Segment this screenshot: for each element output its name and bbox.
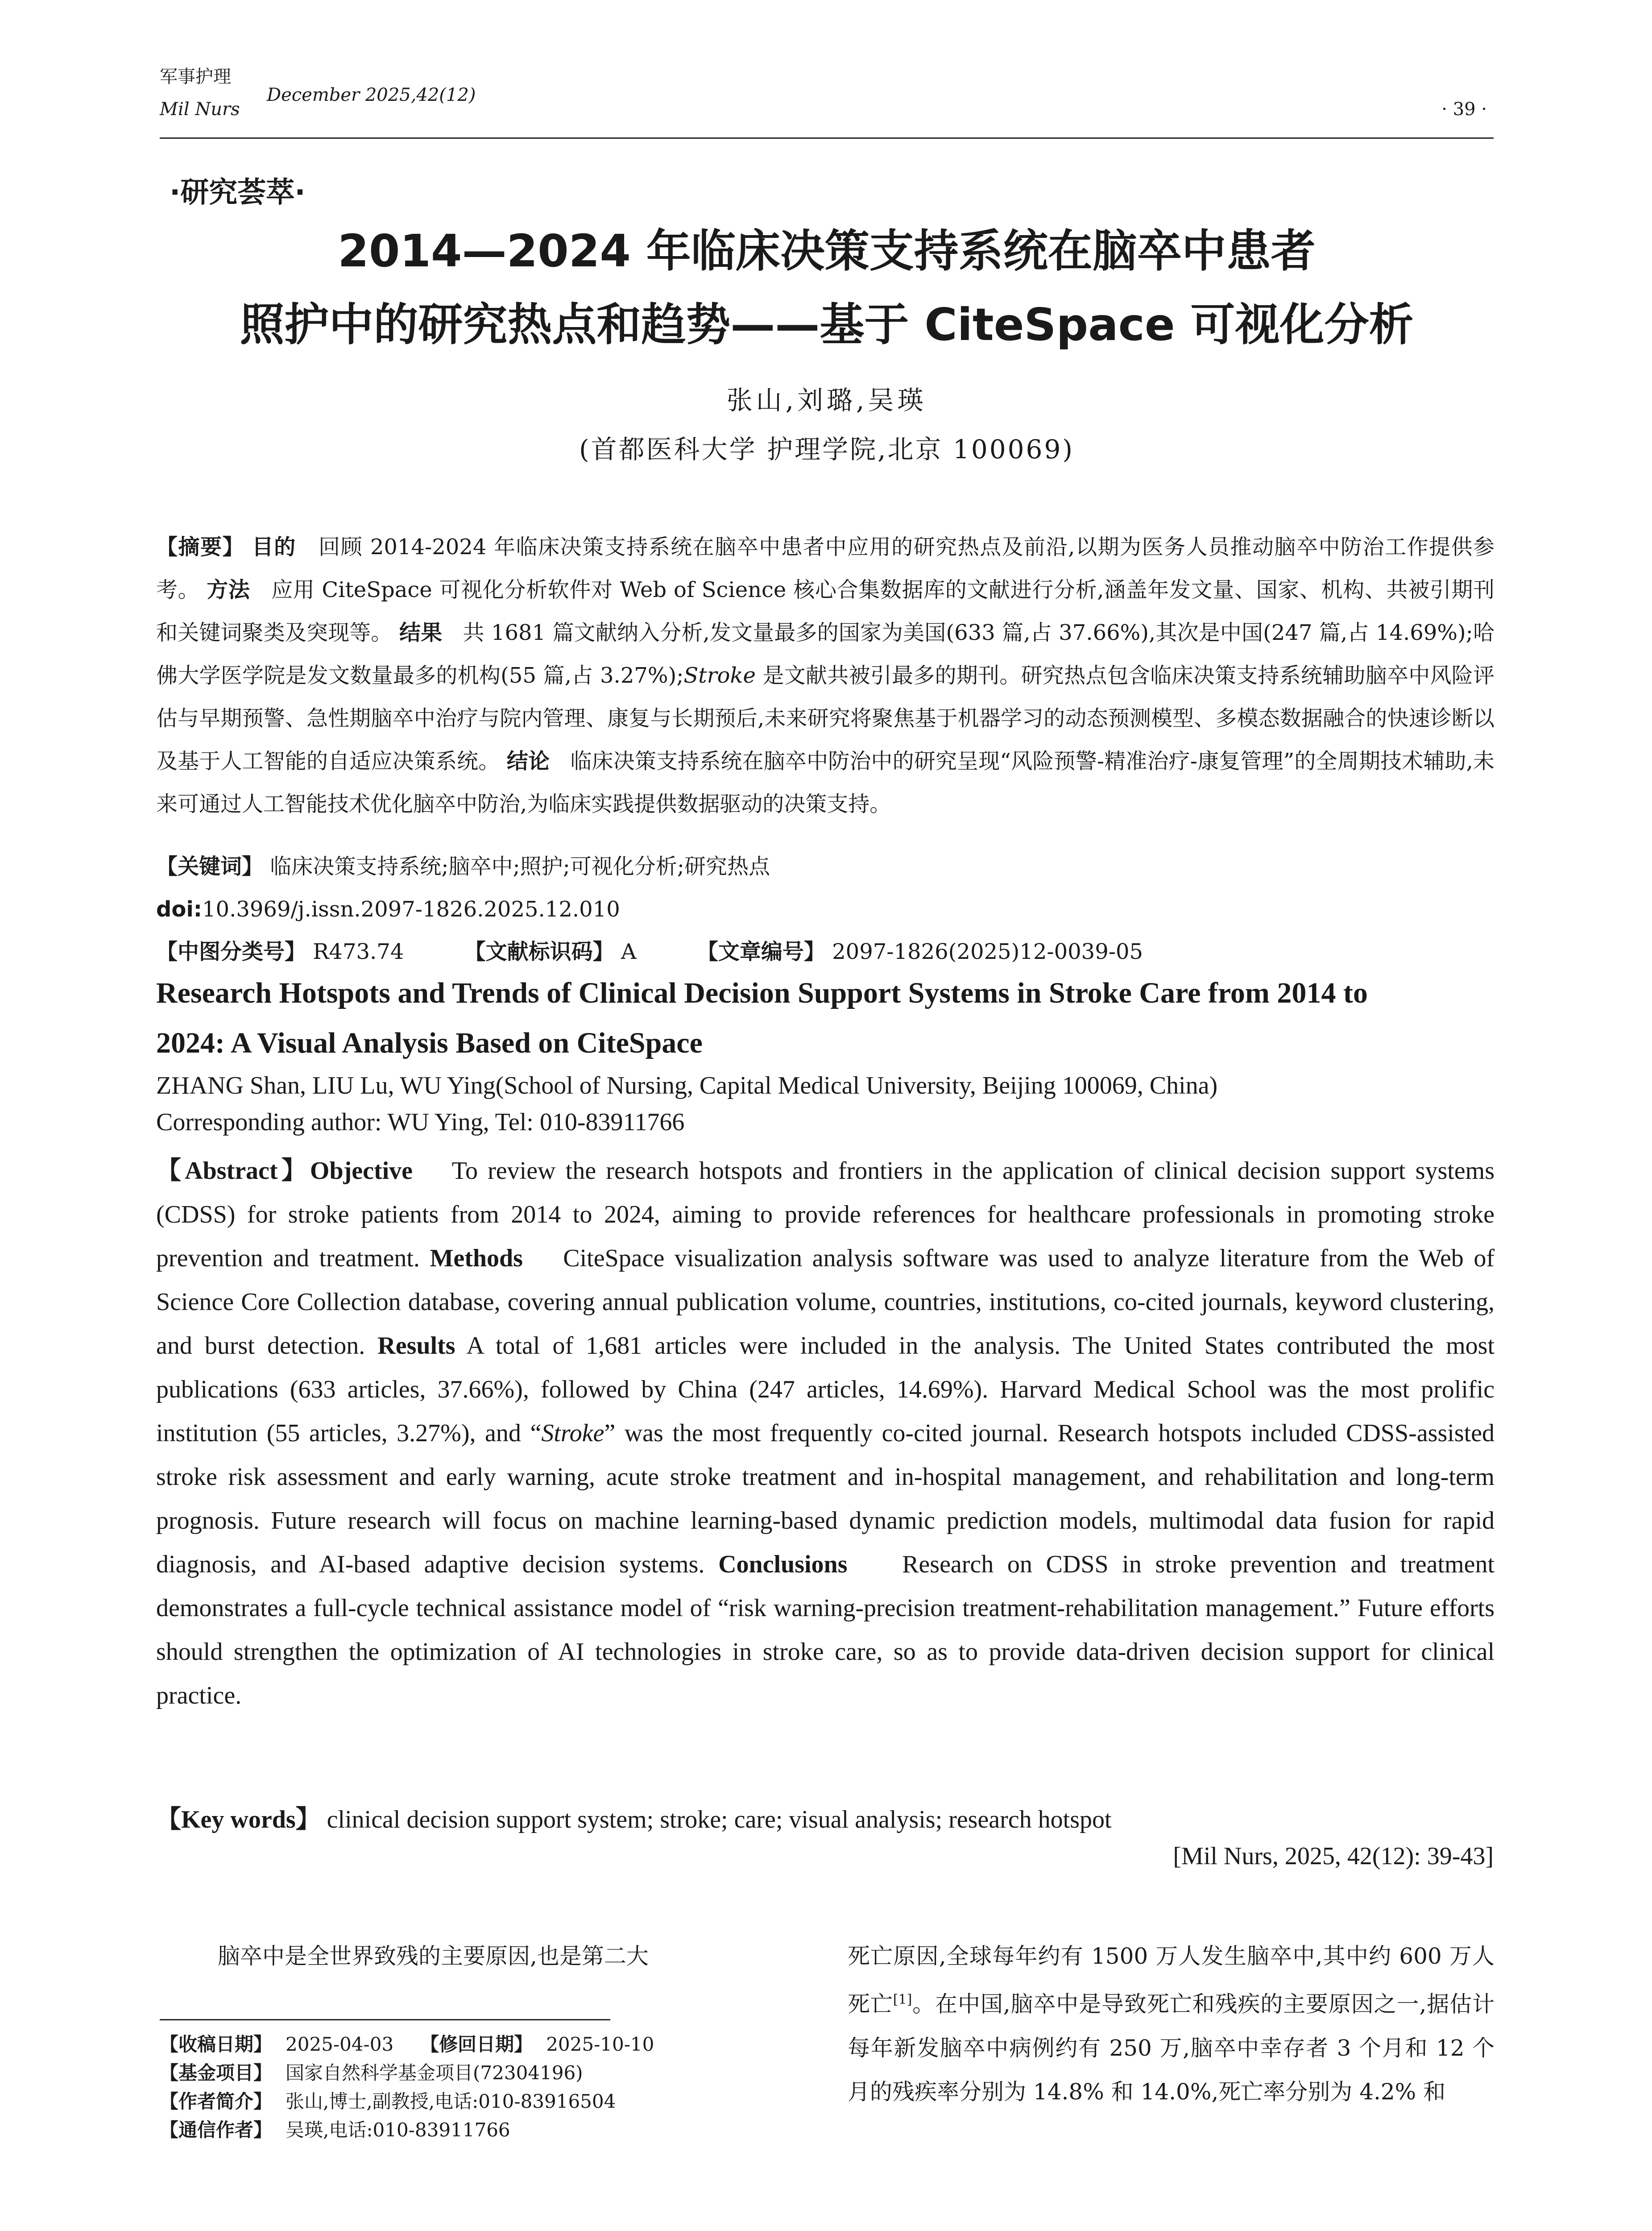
objective-text: 回顾 2014-2024 年临床决策支持系统在脑卒中患者中应用的研究热点及前沿,以期为医务人员推动脑卒中防治工作提供参考。: [156, 535, 1495, 602]
conclusion-text: 临床决策支持系统在脑卒中防治中的研究呈现“风险预警-精准治疗-康复管理”的全周期技术辅助,未来可通过人工智能技术优化脑卒中防治,为临床实践提供数据驱动的决策支持。: [156, 749, 1495, 817]
title-line-1: 2014—2024 年临床决策支持系统在脑卒中患者: [338, 225, 1316, 277]
objective-en-text: To review the research hotspots and frontiers in the application of clinical decision support systems (CDSS) for stroke patients from 2014 to 2024, aiming to provide references for healthcare professionals in promoting stroke prevention and treatment.: [156, 1157, 1495, 1272]
methods-label: 方法: [207, 577, 250, 602]
article-no-value: 2097-1826(2025)12-0039-05: [832, 939, 1143, 964]
doi-line: [156, 888, 1495, 931]
title-en-line-1: Research Hotspots and Trends of Clinical Decision Support Systems in Stroke Care from 2014 to: [156, 977, 1368, 1009]
article-title-en: [156, 968, 1495, 1068]
conclusions-en-text: Research on CDSS in stroke prevention and treatment demonstrates a full-cycle technical assistance model of “risk warning-precision treatment-rehabilitation management.” Future efforts should strengthen the optimization of AI technologies in stroke care, so as to provide data-driven decision support for clinical practice.: [156, 1551, 1495, 1709]
body-text-right: [848, 1934, 1495, 2114]
citation-info: [Mil Nurs, 2025, 42(12): 39-43]: [1173, 1842, 1494, 1870]
results-en-label: Results: [377, 1332, 455, 1360]
corr-label: 【通信作者】: [160, 2119, 273, 2141]
page-number: · 39 ·: [1441, 99, 1487, 120]
objective-en-label: Objective: [310, 1157, 413, 1185]
clc-label: 【中图分类号】: [156, 939, 306, 964]
results-en-text-cont: ” was the most frequently co-cited journal. Research hotspots included CDSS-assisted stroke risk assessment and early warning, acute stroke treatment and in-hospital management, and rehabilitation and long-term prognosis. Future research will focus on machine learning-based dynamic prediction models, multimodal data fusion for rapid diagnosis, and AI-based adaptive decision systems.: [156, 1419, 1495, 1578]
article-no-label: 【文章编号】: [696, 939, 825, 964]
abstract-cn: [156, 526, 1495, 825]
author-bio-text: 张山,博士,副教授,电话:010-83916504: [286, 2090, 616, 2112]
title-en-line-2: 2024: A Visual Analysis Based on CiteSpace: [156, 1027, 703, 1059]
affiliation: (首都医科大学 护理学院,北京 100069): [579, 434, 1074, 464]
keywords-label: 【关键词】: [156, 854, 264, 879]
keywords-text: 临床决策支持系统;脑卒中;照护;可视化分析;研究热点: [270, 854, 770, 879]
classification-line: [156, 930, 1495, 973]
journal-issue: December 2025,42(12): [267, 85, 476, 105]
section-tag: ·研究荟萃·: [170, 176, 306, 209]
abstract-en-label: 【Abstract】: [156, 1157, 310, 1185]
results-en-text: A total of 1,681 articles were included in the analysis. The United States contributed the most publications (633 articles, 37.66%), followed by China (247 articles, 14.69%). Harvard Medical School was the most prolific institution (55 articles, 3.27%), and “: [156, 1332, 1495, 1447]
clc-value: R473.74: [313, 939, 404, 964]
revised-label: 【修回日期】: [420, 2033, 533, 2055]
keywords-cn: [156, 845, 1495, 888]
reference-marker[interactable]: [1]: [893, 1992, 912, 2007]
footnote-author: [160, 2087, 804, 2116]
footnote-divider: [160, 2019, 610, 2020]
methods-en-text: CiteSpace visualization analysis software was used to analyze literature from the Web of Science Core Collection database, covering annual publication volume, countries, institutions, co-cited journals, keyword clustering, and burst detection.: [156, 1244, 1495, 1360]
methods-text: 应用 CiteSpace 可视化分析软件对 Web of Science 核心合集数据库的文献进行分析,涵盖年发文量、国家、机构、共被引期刊和关键词聚类及突现等。: [156, 577, 1495, 645]
footnote-dates: [160, 2030, 804, 2059]
results-label: 结果: [399, 620, 443, 645]
results-text-cont: 是文献共被引最多的期刊。研究热点包含临床决策支持系统辅助脑卒中风险评估与早期预警、急性期脑卒中治疗与院内管理、康复与长期预后,未来研究将聚焦基于机器学习的动态预测模型、多模态数据融合的快速诊断以及基于人工智能的自适应决策系统。: [156, 663, 1495, 774]
conclusions-en-label: Conclusions: [718, 1551, 848, 1578]
doc-code-label: 【文献标识码】: [464, 939, 614, 964]
article-title: [160, 214, 1494, 361]
body-right-text: 死亡原因,全球每年约有 1500 万人发生脑卒中,其中约 600 万人死亡: [848, 1943, 1495, 2017]
methods-en-label: Methods: [430, 1244, 523, 1272]
author-list: 张山,刘璐,吴瑛: [726, 385, 927, 415]
keywords-en-label: 【Key words】: [156, 1806, 321, 1833]
conclusion-label: 结论: [506, 749, 550, 774]
keywords-en-text: clinical decision support system; stroke; care; visual analysis; research hotspot: [327, 1806, 1112, 1833]
corr-text: 吴瑛,电话:010-83911766: [286, 2119, 510, 2141]
footnote-fund: [160, 2059, 804, 2087]
abstract-label: 【摘要】: [156, 535, 245, 560]
author-bio-label: 【作者简介】: [160, 2090, 273, 2112]
journal-name-en: Mil Nurs: [160, 99, 240, 120]
fund-label: 【基金项目】: [160, 2062, 273, 2084]
journal-name-en: Stroke: [541, 1419, 604, 1447]
results-text: 共 1681 篇文献纳入分析,发文量最多的国家为美国(633 篇,占 37.66%),其次是中国(247 篇,占 14.69%);哈佛大学医学院是发文数量最多的机构(55 篇,占 3.27%);: [156, 620, 1495, 688]
abstract-en: [156, 1149, 1495, 1717]
received-label: 【收稿日期】: [160, 2033, 273, 2055]
journal-name-cn: 军事护理: [160, 66, 231, 87]
body-text-left: 脑卒中是全世界致残的主要原因,也是第二大: [218, 1943, 649, 1969]
title-line-2: 照护中的研究热点和趋势——基于 CiteSpace 可视化分析: [240, 299, 1414, 351]
received-date: 2025-04-03: [286, 2033, 394, 2055]
body-right-text-cont: 。在中国,脑卒中是导致死亡和残疾的主要原因之一,据估计每年新发脑卒中病例约有 250 万,脑卒中幸存者 3 个月和 12 个月的残疾率分别为 14.8% 和 14.0%,死亡率分别为 4.2% 和: [848, 1991, 1495, 2105]
corresponding-author-en: Corresponding author: WU Ying, Tel: 010-83911766: [156, 1108, 685, 1136]
doi-link[interactable]: 10.3969/j.issn.2097-1826.2025.12.010: [202, 897, 620, 922]
author-list-en: ZHANG Shan, LIU Lu, WU Ying(School of Nursing, Capital Medical University, Beijing 100069, China): [156, 1072, 1218, 1099]
footnotes: [160, 2030, 804, 2144]
footnote-corresponding: [160, 2116, 804, 2144]
doi-label: doi:: [156, 897, 202, 922]
fund-text: 国家自然科学基金项目(72304196): [286, 2062, 583, 2084]
doc-code-value: A: [621, 939, 637, 964]
revised-date: 2025-10-10: [546, 2033, 654, 2055]
objective-label: 目的: [252, 535, 296, 560]
header-divider: [160, 137, 1494, 139]
keywords-en: [156, 1800, 1495, 1835]
journal-name: Stroke: [683, 663, 756, 688]
